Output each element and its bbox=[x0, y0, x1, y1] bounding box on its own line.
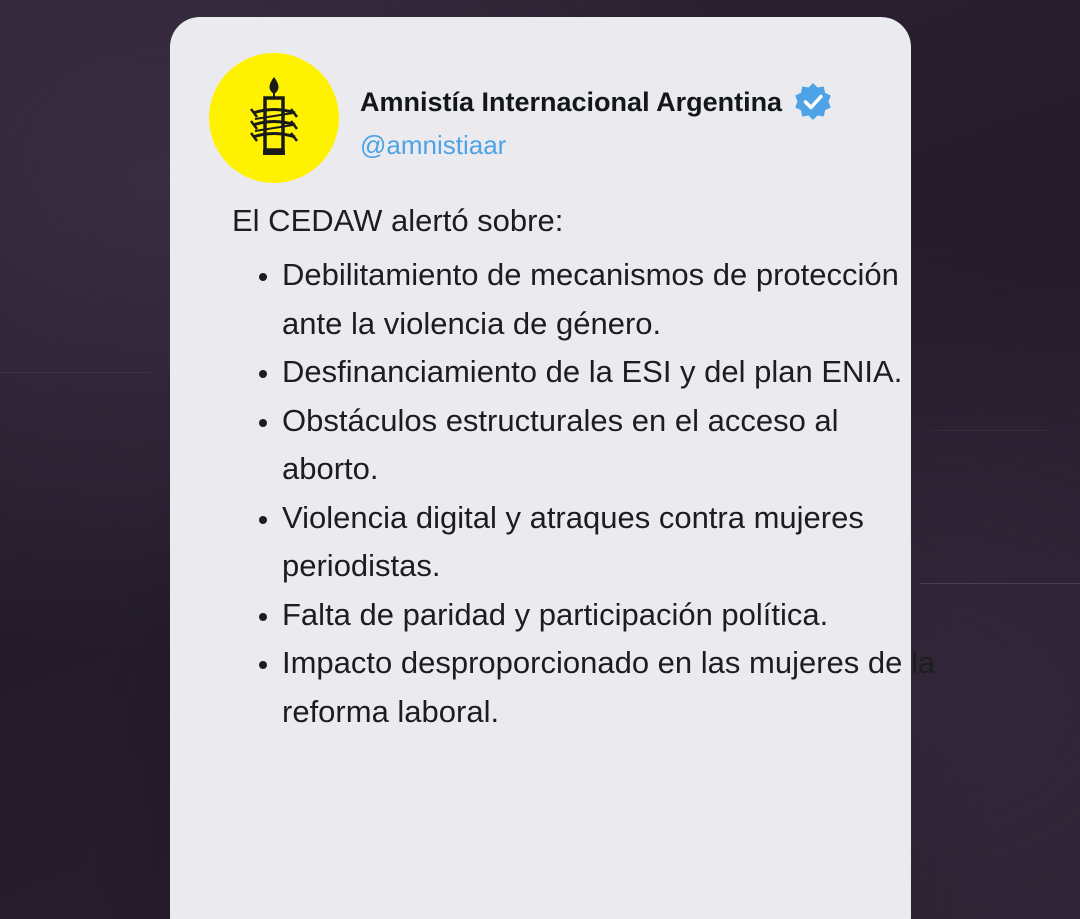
list-item: • Desfinanciamiento de la ESI y del plan ENIA. bbox=[282, 348, 942, 397]
list-item: • Violencia digital y atraques contra mujeres periodistas. bbox=[282, 494, 942, 591]
account-name[interactable] bbox=[360, 81, 834, 123]
background-scratch bbox=[0, 372, 150, 373]
post-card bbox=[170, 17, 936, 919]
background-scratch bbox=[930, 430, 1050, 431]
alert-list bbox=[234, 251, 942, 736]
candle-barbed-wire-icon bbox=[239, 73, 309, 163]
list-item: • Debilitamiento de mecanismos de protección ante la violencia de género. bbox=[282, 251, 942, 348]
list-item: • Falta de paridad y participación política. bbox=[282, 591, 942, 640]
background-scratch bbox=[920, 583, 1080, 584]
post-intro: El CEDAW alertó sobre: bbox=[232, 203, 564, 238]
list-item: • Obstáculos estructurales en el acceso al aborto. bbox=[282, 397, 942, 494]
account-handle[interactable]: @amnistiaar bbox=[360, 130, 507, 160]
avatar[interactable] bbox=[209, 53, 339, 183]
list-item: • Impacto desproporcionado en las mujeres de la reforma laboral. bbox=[282, 639, 942, 736]
account-name-text[interactable]: Amnistía Internacional Argentina bbox=[360, 86, 783, 117]
verified-badge-icon bbox=[792, 81, 834, 123]
